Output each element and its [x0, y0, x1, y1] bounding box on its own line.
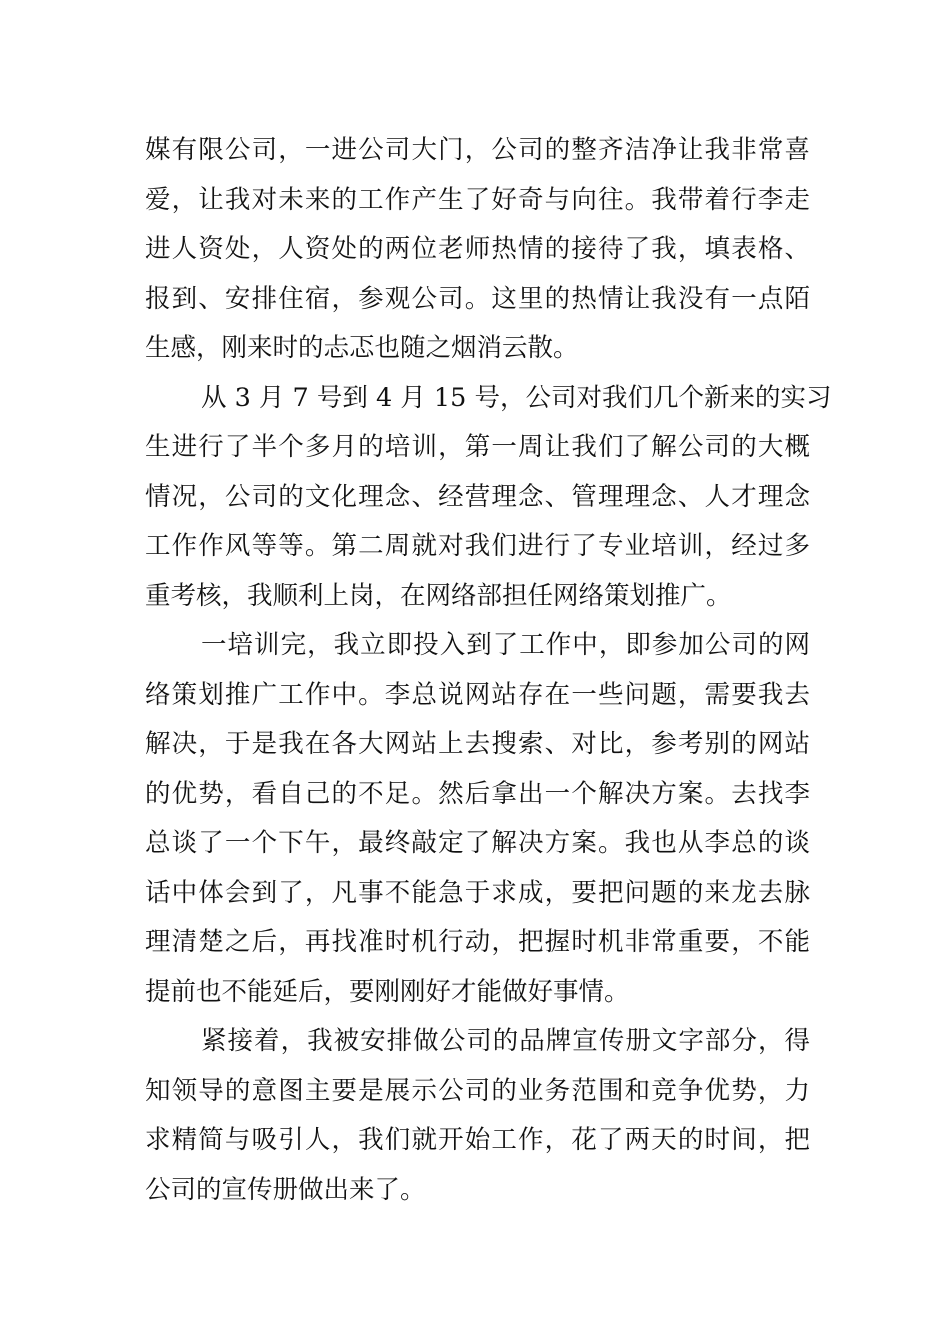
- paragraph-3: [145, 621, 810, 1017]
- paragraph-line: 公司的宣传册做出来了。: [145, 1174, 426, 1205]
- paragraph-line: 媒有限公司，一进公司大门，公司的整齐洁净让我非常喜: [145, 135, 810, 165]
- paragraph-1: [145, 126, 810, 374]
- paragraph-line: 的优势，看自己的不足。然后拿出一个解决方案。去找李: [145, 778, 810, 809]
- paragraph-line: 求精简与吸引人，我们就开始工作，花了两天的时间，把: [145, 1125, 810, 1155]
- paragraph-line: 络策划推广工作中。李总说网站存在一些问题，需要我去: [145, 679, 810, 710]
- paragraph-line: 报到、安排住宿，参观公司。这里的热情让我没有一点陌: [145, 283, 810, 314]
- paragraph-line: 知领导的意图主要是展示公司的业务范围和竞争优势，力: [145, 1075, 810, 1106]
- paragraph-line: 总谈了一个下午，最终敲定了解决方案。我也从李总的谈: [145, 828, 810, 858]
- paragraph-line: 爱，让我对未来的工作产生了好奇与向往。我带着行李走: [145, 184, 810, 215]
- paragraph-line: 提前也不能延后，要刚刚好才能做好事情。: [145, 976, 630, 1007]
- paragraph-line: 工作作风等等。第二周就对我们进行了专业培训，经过多: [145, 531, 810, 561]
- paragraph-line: 话中体会到了，凡事不能急于求成，要把问题的来龙去脉: [145, 877, 810, 908]
- document-body: [145, 126, 832, 1215]
- paragraph-line: 理清楚之后，再找准时机行动，把握时机非常重要，不能: [145, 927, 810, 957]
- paragraph-line: 情况，公司的文化理念、经营理念、管理理念、人才理念: [145, 481, 810, 512]
- paragraph-line: 一培训完，我立即投入到了工作中，即参加公司的网: [201, 630, 810, 660]
- paragraph-2: [145, 374, 832, 622]
- paragraph-line: 从 3 月 7 号到 4 月 15 号，公司对我们几个新来的实习: [201, 382, 832, 413]
- paragraph-line: 生进行了半个多月的培训，第一周让我们了解公司的大概: [145, 432, 810, 462]
- paragraph-4: [145, 1017, 810, 1215]
- paragraph-line: 解决，于是我在各大网站上去搜索、对比，参考别的网站: [145, 729, 810, 759]
- paragraph-line: 进人资处，人资处的两位老师热情的接待了我，填表格、: [145, 234, 810, 264]
- paragraph-line: 紧接着，我被安排做公司的品牌宣传册文字部分，得: [201, 1026, 810, 1056]
- paragraph-line: 重考核，我顺利上岗，在网络部担任网络策划推广。: [145, 580, 732, 611]
- paragraph-line: 生感，刚来时的忐忑也随之烟消云散。: [145, 333, 579, 363]
